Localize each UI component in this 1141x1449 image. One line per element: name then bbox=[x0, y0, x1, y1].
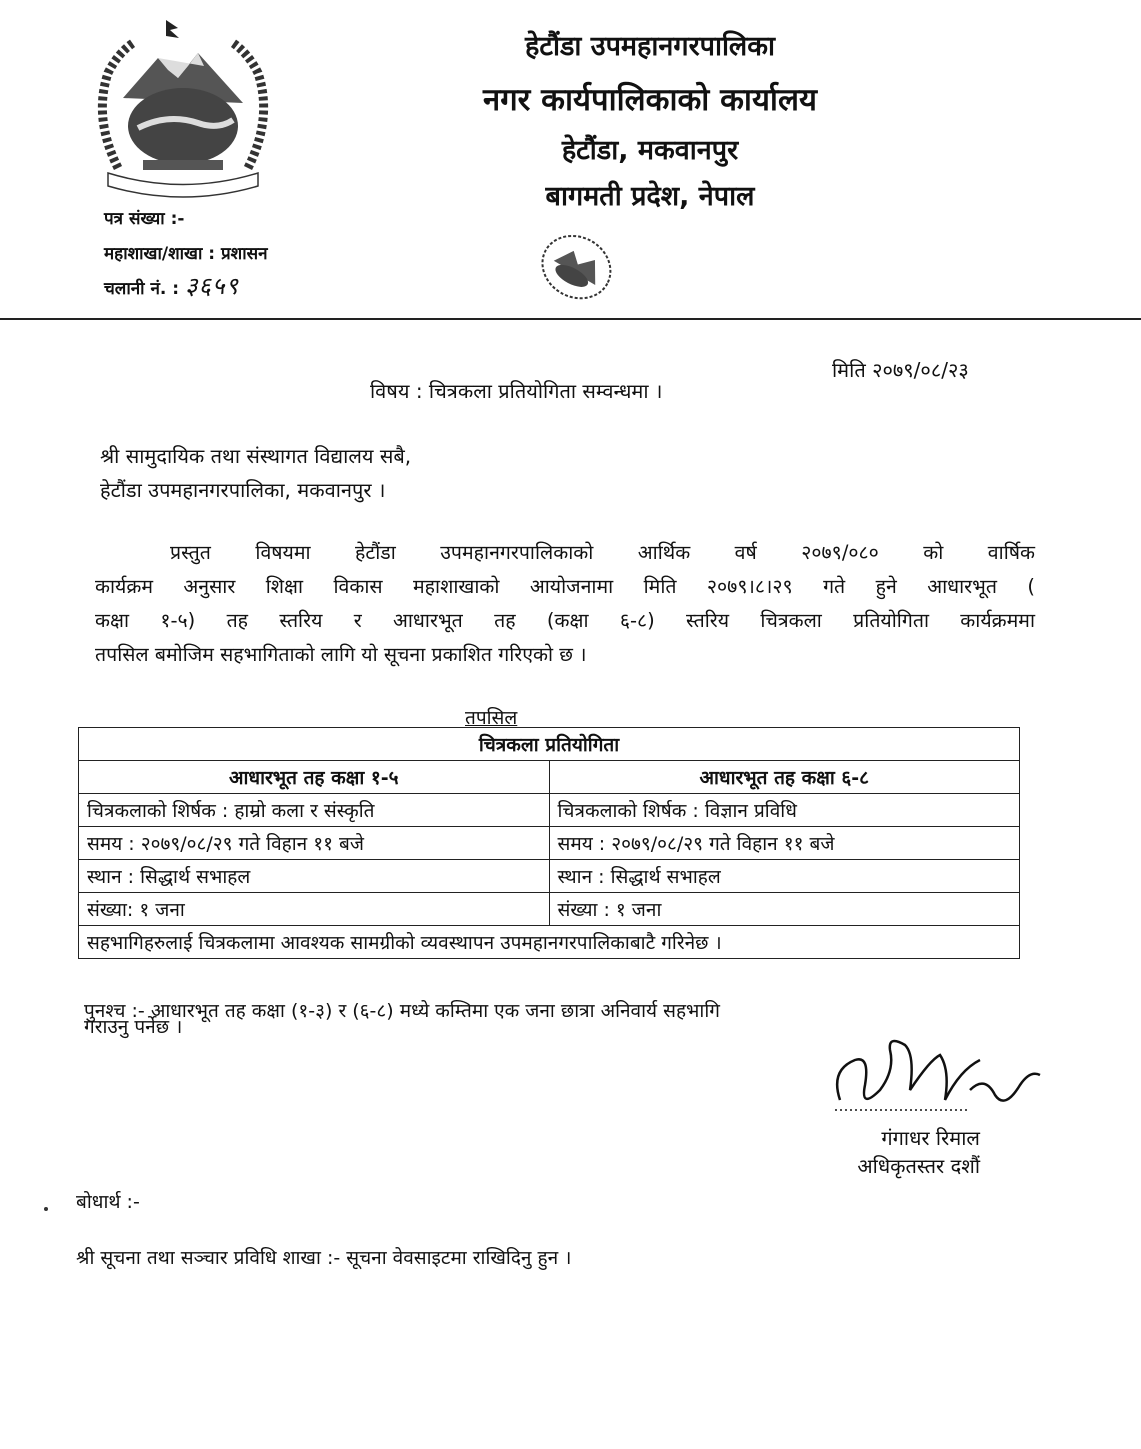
table-row bbox=[79, 794, 1020, 827]
cc-label: बोधार्थ :- bbox=[76, 1191, 140, 1213]
postscript-line-2: गराउनु पर्नेछ । bbox=[84, 1016, 183, 1038]
body-line-4: तपसिल बमोजिम सहभागिताको लागि यो सूचना प्रकाशित गरिएको छ । bbox=[95, 643, 587, 666]
body-line-1: प्रस्तुत विषयमा हेटौंडा उपमहानगरपालिकाको आर्थिक वर्ष २०७९/०८० को वार्षिक bbox=[170, 541, 1035, 564]
office-location: हेटौंडा, मकवानपुर bbox=[561, 135, 739, 166]
table-cell: संख्या: १ जना bbox=[79, 893, 550, 926]
signatory-title: अधिकृतस्तर दशौं bbox=[857, 1154, 980, 1178]
office-title: नगर कार्यपालिकाको कार्यालय bbox=[483, 82, 817, 118]
handwritten-signature bbox=[820, 1030, 1050, 1130]
dispatch-number-value: ३६५९ bbox=[185, 272, 239, 300]
addressee-line-2: हेटौंडा उपमहानगरपालिका, मकवानपुर । bbox=[100, 478, 386, 502]
table-footer-row bbox=[79, 926, 1020, 959]
office-province: बागमती प्रदेश, नेपाल bbox=[545, 181, 755, 212]
office-name: हेटौंडा उपमहानगरपालिका bbox=[525, 31, 775, 62]
table-row bbox=[79, 860, 1020, 893]
stray-mark bbox=[44, 1207, 48, 1211]
table-cell: समय : २०७९/०८/२९ गते विहान ११ बजे bbox=[549, 827, 1020, 860]
coat-of-arms-emblem bbox=[78, 18, 288, 203]
table-cell: स्थान : सिद्धार्थ सभाहल bbox=[549, 860, 1020, 893]
office-stamp bbox=[465, 218, 655, 378]
table-cell: समय : २०७९/०८/२९ गते विहान ११ बजे bbox=[79, 827, 550, 860]
table-row bbox=[79, 827, 1020, 860]
table-title-row bbox=[79, 728, 1020, 761]
col1-header: आधारभूत तह कक्षा १-५ bbox=[79, 761, 550, 794]
letter-number-label: पत्र संख्या :- bbox=[104, 209, 185, 229]
body-paragraph bbox=[95, 536, 1035, 672]
table-cell: चित्रकलाको शिर्षक : विज्ञान प्रविधि bbox=[549, 794, 1020, 827]
table-row bbox=[79, 893, 1020, 926]
signatory-name: गंगाधर रिमाल bbox=[881, 1126, 980, 1150]
table-cell: संख्या : १ जना bbox=[549, 893, 1020, 926]
letter-subject: विषय : चित्रकला प्रतियोगिता सम्वन्धमा । bbox=[370, 379, 663, 403]
table-cell: स्थान : सिद्धार्थ सभाहल bbox=[79, 860, 550, 893]
dispatch-number bbox=[104, 269, 239, 302]
addressee-line-1: श्री सामुदायिक तथा संस्थागत विद्यालय सबै, bbox=[100, 444, 412, 468]
postscript-line-1: पुनश्च :- आधारभूत तह कक्षा (१-३) र (६-८) मध्ये कम्तिमा एक जना छात्रा अनिवार्य सहभागि bbox=[84, 1000, 720, 1022]
cc-line: श्री सूचना तथा सञ्चार प्रविधि शाखा :- सूचना वेवसाइटमा राखिदिनु हुन । bbox=[76, 1247, 572, 1269]
body-line-2: कार्यक्रम अनुसार शिक्षा विकास महाशाखाको आयोजनामा मिति २०७९।८।२९ गते हुने आधारभूत ( bbox=[95, 575, 1035, 598]
table-title: चित्रकला प्रतियोगिता bbox=[79, 728, 1020, 761]
table-header-row bbox=[79, 761, 1020, 794]
competition-table bbox=[78, 727, 1020, 959]
col2-header: आधारभूत तह कक्षा ६-८ bbox=[549, 761, 1020, 794]
letter-date: मिति २०७९/०८/२३ bbox=[832, 358, 969, 382]
department-label: महाशाखा/शाखा : प्रशासन bbox=[104, 244, 268, 264]
schedule-heading: तपसिल bbox=[465, 707, 518, 729]
body-line-3: कक्षा १-५) तह स्तरिय र आधारभूत तह (कक्षा ६-८) स्तरिय चित्रकला प्रतियोगिता कार्यक्रममा bbox=[95, 609, 1035, 632]
dispatch-number-label: चलानी नं. : bbox=[104, 279, 180, 299]
table-cell: चित्रकलाको शिर्षक : हाम्रो कला र संस्कृति bbox=[79, 794, 550, 827]
table-footer: सहभागिहरुलाई चित्रकलामा आवश्यक सामग्रीको व्यवस्थापन उपमहानगरपालिकाबाटै गरिनेछ । bbox=[79, 926, 1020, 959]
